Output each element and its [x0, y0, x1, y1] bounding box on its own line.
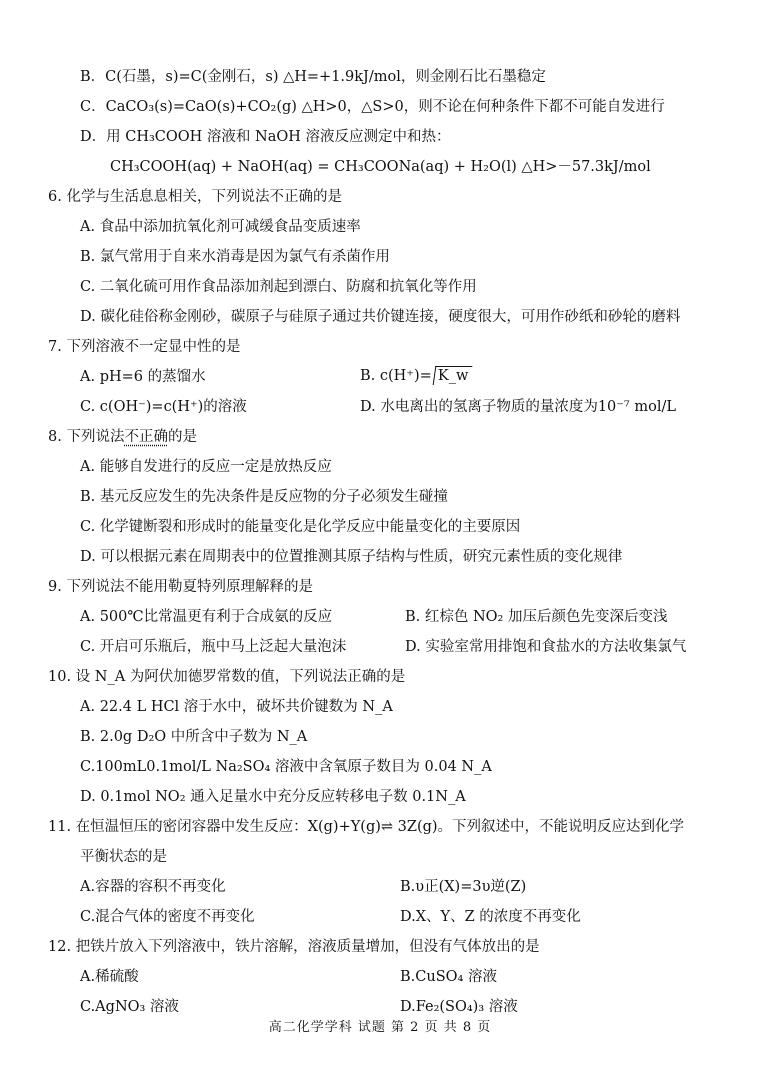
question-10: 10. 设 N_A 为阿伏加德罗常数的值，下列说法正确的是 [48, 669, 406, 685]
q6-option-c: C. 二氧化硫可用作食品添加剂起到漂白、防腐和抗氧化等作用 [80, 279, 477, 295]
option-d-prev: D．用 CH₃COOH 溶液和 NaOH 溶液反应测定中和热： [80, 129, 451, 145]
q11-option-a: A.容器的容积不再变化 [80, 879, 226, 895]
question-8 [48, 428, 197, 446]
question-9: 9. 下列说法不能用勒夏特列原理解释的是 [48, 579, 313, 595]
question-12: 12. 把铁片放入下列溶液中，铁片溶解，溶液质量增加，但没有气体放出的是 [48, 939, 540, 955]
q12-option-a: A.稀硫酸 [80, 969, 139, 985]
q7-option-a: A. pH=6 的蒸馏水 [80, 369, 206, 385]
q10-option-b: B. 2.0g D₂O 中所含中子数为 N_A [80, 729, 308, 745]
q7-option-b-kw: K_w [437, 368, 469, 384]
q10-option-d: D. 0.1mol NO₂ 通入足量水中充分反应转移电子数 0.1N_A [80, 789, 466, 805]
q12-option-c: C.AgNO₃ 溶液 [80, 999, 179, 1015]
question-7: 7. 下列溶液不一定显中性的是 [48, 339, 241, 355]
option-d-equation: CH₃COOH(aq) + NaOH(aq) = CH₃COONa(aq) + H₂O(l) △H>－57.3kJ/mol [110, 159, 651, 175]
q7-option-b [360, 366, 470, 385]
q9-option-d: D. 实验室常用排饱和食盐水的方法收集氯气 [405, 639, 687, 655]
q8-suffix: 的是 [167, 429, 197, 445]
option-c-prev: C．CaCO₃(s)=CaO(s)+CO₂(g) △H>0，△S>0，则不论在何种条件下都不可能自发进行 [80, 99, 665, 115]
q8-option-c: C. 化学键断裂和形成时的能量变化是化学反应中能量变化的主要原因 [80, 519, 521, 535]
page-footer: 高二化学学科 试题 第 2 页 共 8 页 [268, 1020, 492, 1035]
q8-option-a: A. 能够自发进行的反应一定是放热反应 [80, 459, 332, 475]
q7-option-d: D. 水电离出的氢离子物质的量浓度为10⁻⁷ mol/L [360, 399, 676, 415]
q7-option-b-prefix: B. c(H⁺)= [360, 368, 432, 384]
q8-option-b: B. 基元反应发生的先决条件是反应物的分子必须发生碰撞 [80, 489, 448, 505]
sqrt-radical [432, 366, 471, 385]
q12-option-b: B.CuSO₄ 溶液 [400, 969, 497, 985]
q6-option-a: A. 食品中添加抗氧化剂可减缓食品变质速率 [80, 219, 361, 235]
option-b-prev: B．C(石墨，s)=C(金刚石，s) △H=+1.9kJ/mol，则金刚石比石墨稳定 [80, 69, 546, 85]
q9-option-c: C. 开启可乐瓶后，瓶中马上泛起大量泡沫 [80, 639, 347, 655]
question-11: 11. 在恒温恒压的密闭容器中发生反应：X(g)+Y(g)⇌ 3Z(g)。下列叙述中，不能说明反应达到化学 [48, 819, 685, 835]
q9-option-b: B. 红棕色 NO₂ 加压后颜色先变深后变浅 [405, 609, 668, 625]
q9-option-a: A. 500℃比常温更有利于合成氨的反应 [80, 609, 333, 625]
question-6: 6. 化学与生活息息相关，下列说法不正确的是 [48, 189, 342, 205]
q12-option-d: D.Fe₂(SO₄)₃ 溶液 [400, 999, 518, 1015]
q11-option-b: B.υ正(X)=3υ逆(Z) [400, 879, 527, 895]
q8-emphasis: 不正确 [124, 429, 168, 445]
q8-prefix: 8. 下列说法 [48, 429, 125, 445]
q11-option-d: D.X、Y、Z 的浓度不再变化 [400, 909, 581, 925]
q8-option-d: D. 可以根据元素在周期表中的位置推测其原子结构与性质，研究元素性质的变化规律 [80, 549, 623, 565]
q10-option-a: A. 22.4 L HCl 溶于水中，破坏共价键数为 N_A [80, 699, 393, 715]
q7-option-c: C. c(OH⁻)=c(H⁺)的溶液 [80, 399, 247, 415]
q6-option-b: B. 氯气常用于自来水消毒是因为氯气有杀菌作用 [80, 249, 390, 265]
q6-option-d: D. 碳化硅俗称金刚砂，碳原子与硅原子通过共价键连接，硬度很大，可用作砂纸和砂轮的磨料 [80, 309, 681, 325]
q11-option-c: C.混合气体的密度不再变化 [80, 909, 255, 925]
q10-option-c: C.100mL0.1mol/L Na₂SO₄ 溶液中含氧原子数目为 0.04 N_A [80, 759, 492, 775]
question-11-continued: 平衡状态的是 [80, 849, 167, 865]
